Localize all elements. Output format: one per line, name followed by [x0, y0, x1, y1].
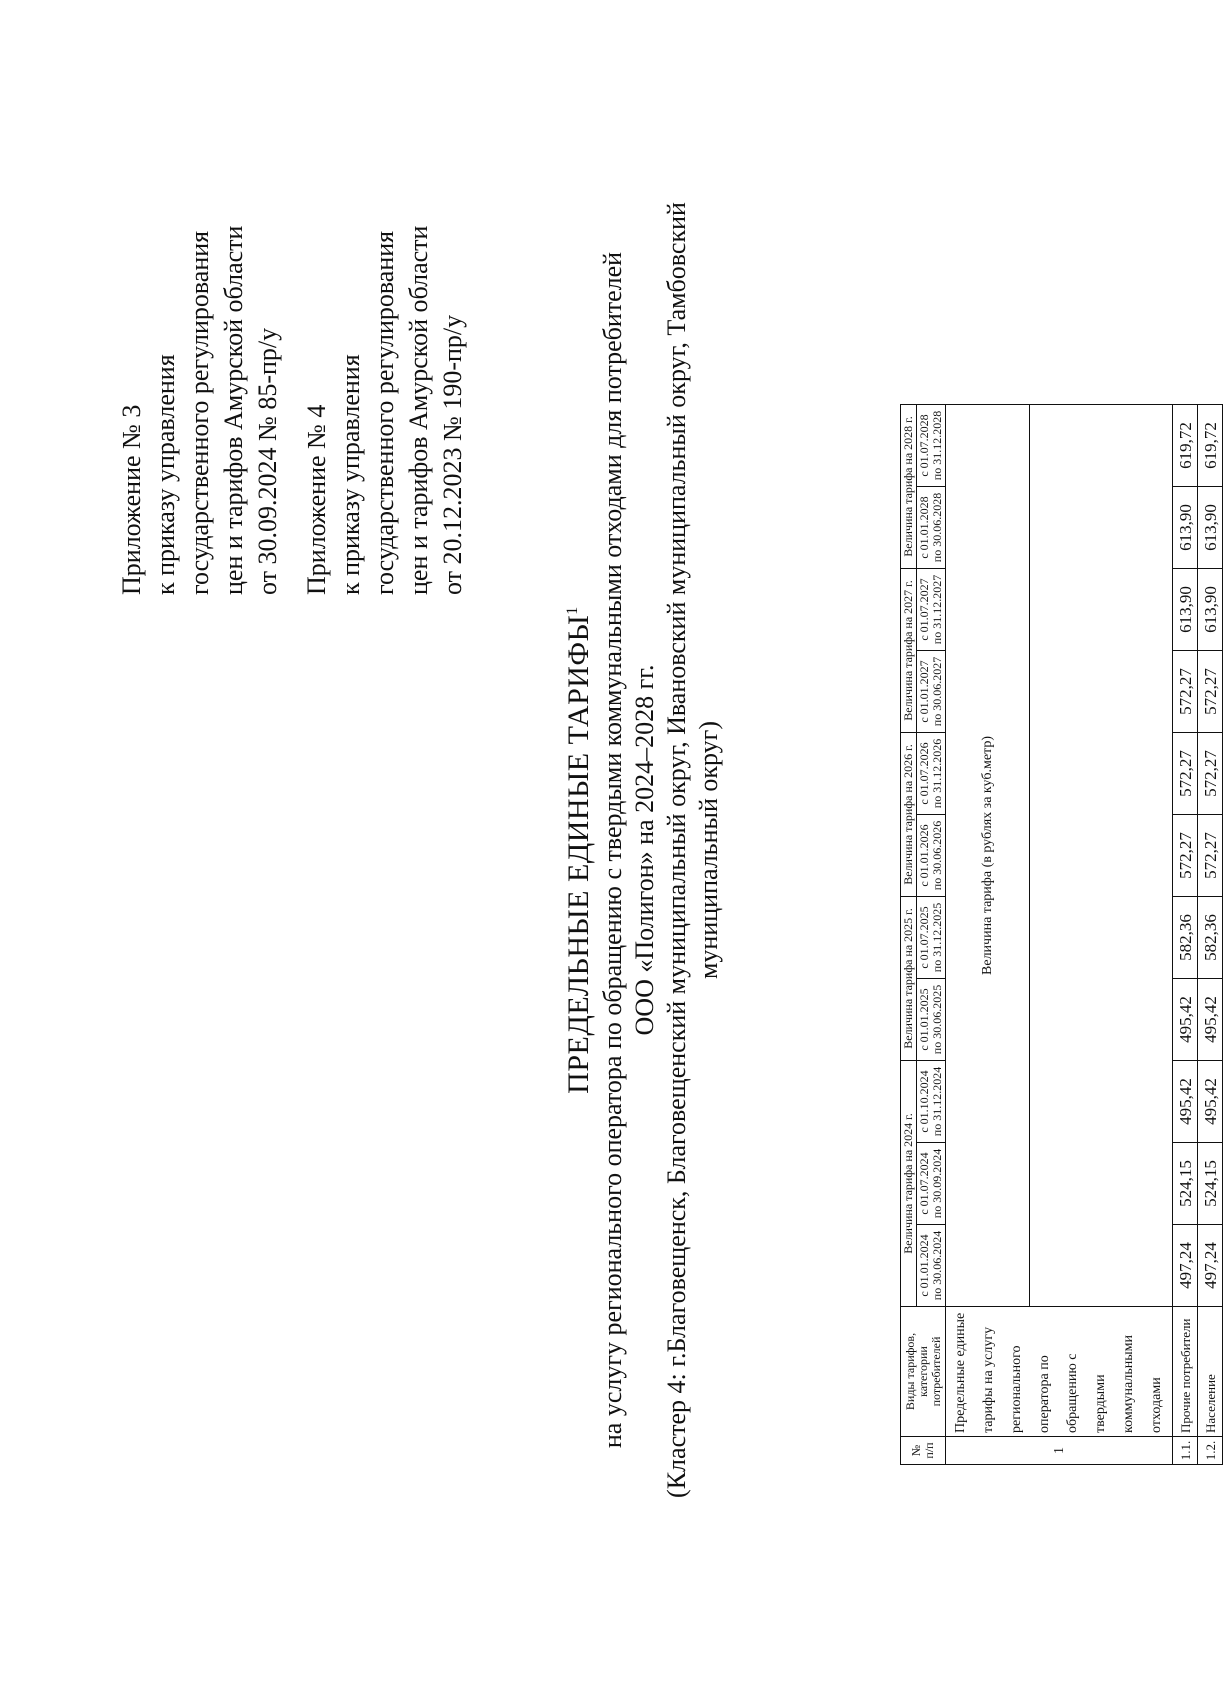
appendix-3-line: к приказу управления [151, 354, 180, 595]
col-header-year: Величина тарифа на 2024 г. [901, 1061, 917, 1307]
tariff-value: 613,90 [1173, 569, 1198, 651]
table-header-row [901, 405, 917, 1465]
tariff-value: 572,27 [1198, 733, 1223, 815]
col-header-period: с 01.01.2024 по 30.06.2024 [917, 1225, 946, 1307]
col-header-period: с 01.01.2028 по 30.06.2028 [917, 487, 946, 569]
tariff-value: 613,90 [1173, 487, 1198, 569]
title-subline: муниципальный округ) [694, 720, 723, 980]
footnote-mark: 1 [564, 606, 581, 615]
tariff-value: 572,27 [1198, 815, 1223, 897]
tariff-value: 572,27 [1173, 651, 1198, 733]
col-header-type: Виды тарифов, категории потребителей [901, 1307, 946, 1437]
col-header-year: Величина тарифа на 2027 г. [901, 569, 917, 733]
tariff-value: 495,42 [1198, 979, 1223, 1061]
col-header-period: с 01.01.2026 по 30.06.2026 [917, 815, 946, 897]
appendix-3-line: от 30.09.2024 № 85-пр/у [253, 327, 282, 595]
col-header-year: Величина тарифа на 2026 г. [901, 733, 917, 897]
col-header-period: с 01.01.2027 по 30.06.2027 [917, 651, 946, 733]
appendix-3-line: Приложение № 3 [117, 404, 146, 595]
col-header-period: с 01.07.2026 по 31.12.2026 [917, 733, 946, 815]
tariff-table [900, 404, 1223, 1465]
title-subline: ООО «Полигон» на 2024–2028 гг. [630, 664, 659, 1036]
document-title [555, 140, 597, 1560]
tariff-value: 613,90 [1198, 569, 1223, 651]
tariff-value: 572,27 [1173, 733, 1198, 815]
col-header-period: с 01.01.2025 по 30.06.2025 [917, 979, 946, 1061]
tariff-value: 572,27 [1198, 651, 1223, 733]
appendix-3-block [115, 75, 285, 595]
tariff-value: 582,36 [1173, 897, 1198, 979]
row-label: Население [1198, 1307, 1223, 1437]
table-section-row [946, 405, 1030, 1465]
tariff-value: 613,90 [1198, 487, 1223, 569]
table-row [1198, 405, 1223, 1465]
section-label: Предельные единые тарифы на услугу регионального оператора по обращению с твердыми коммунальными отходами [946, 1307, 1173, 1437]
section-empty-cell [1030, 405, 1173, 1307]
appendix-4-block [300, 75, 470, 595]
appendix-4-line: цен и тарифов Амурской области [404, 225, 433, 595]
title-subline: (Кластер 4: г.Благовещенск, Благовещенский муниципальный округ, Ивановский муниципальный округ, Тамбовский [662, 202, 691, 1498]
col-header-period: с 01.07.2027 по 31.12.2027 [917, 569, 946, 651]
col-header-year: Величина тарифа на 2025 г. [901, 897, 917, 1061]
col-header-year: Величина тарифа на 2028 г. [901, 405, 917, 569]
appendix-3-line: цен и тарифов Амурской области [219, 225, 248, 595]
appendix-4-line: от 20.12.2023 № 190-пр/у [438, 314, 467, 595]
row-num: 1.2. [1198, 1437, 1223, 1465]
tariff-value: 495,42 [1173, 1061, 1198, 1143]
col-header-period: с 01.07.2024 по 30.09.2024 [917, 1143, 946, 1225]
table-section-spacer [1030, 405, 1173, 1465]
tariff-value: 495,42 [1173, 979, 1198, 1061]
appendix-4-line: к приказу управления [336, 354, 365, 595]
appendix-4-line: государственного регулирования [370, 230, 399, 595]
tariff-value: 497,24 [1198, 1225, 1223, 1307]
tariff-value: 495,42 [1198, 1061, 1223, 1143]
tariff-value: 524,15 [1198, 1143, 1223, 1225]
row-label: Прочие потребители [1173, 1307, 1198, 1437]
document-title-block [555, 140, 725, 1560]
unit-label: Величина тарифа (в рублях за куб.метр) [946, 405, 1030, 1307]
tariff-value: 619,72 [1198, 405, 1223, 487]
table-period-row [917, 405, 946, 1465]
tariff-value: 582,36 [1198, 897, 1223, 979]
appendix-3-line: государственного регулирования [185, 230, 214, 595]
tariff-value: 497,24 [1173, 1225, 1198, 1307]
col-header-period: с 01.07.2028 по 31.12.2028 [917, 405, 946, 487]
col-header-num: № п/п [901, 1437, 946, 1465]
appendix-4-line: Приложение № 4 [302, 404, 331, 595]
table-row [1173, 405, 1198, 1465]
title-subline: на услугу регионального оператора по обращению с твердыми коммунальными отходами для потребителей [598, 251, 627, 1449]
tariff-value: 619,72 [1173, 405, 1198, 487]
tariff-value: 524,15 [1173, 1143, 1198, 1225]
col-header-period: с 01.07.2025 по 31.12.2025 [917, 897, 946, 979]
tariff-value: 572,27 [1173, 815, 1198, 897]
section-num: 1 [946, 1437, 1173, 1465]
col-header-period: с 01.10.2024 по 31.12.2024 [917, 1061, 946, 1143]
title-text: ПРЕДЕЛЬНЫЕ ЕДИНЫЕ ТАРИФЫ [562, 614, 595, 1094]
row-num: 1.1. [1173, 1437, 1198, 1465]
